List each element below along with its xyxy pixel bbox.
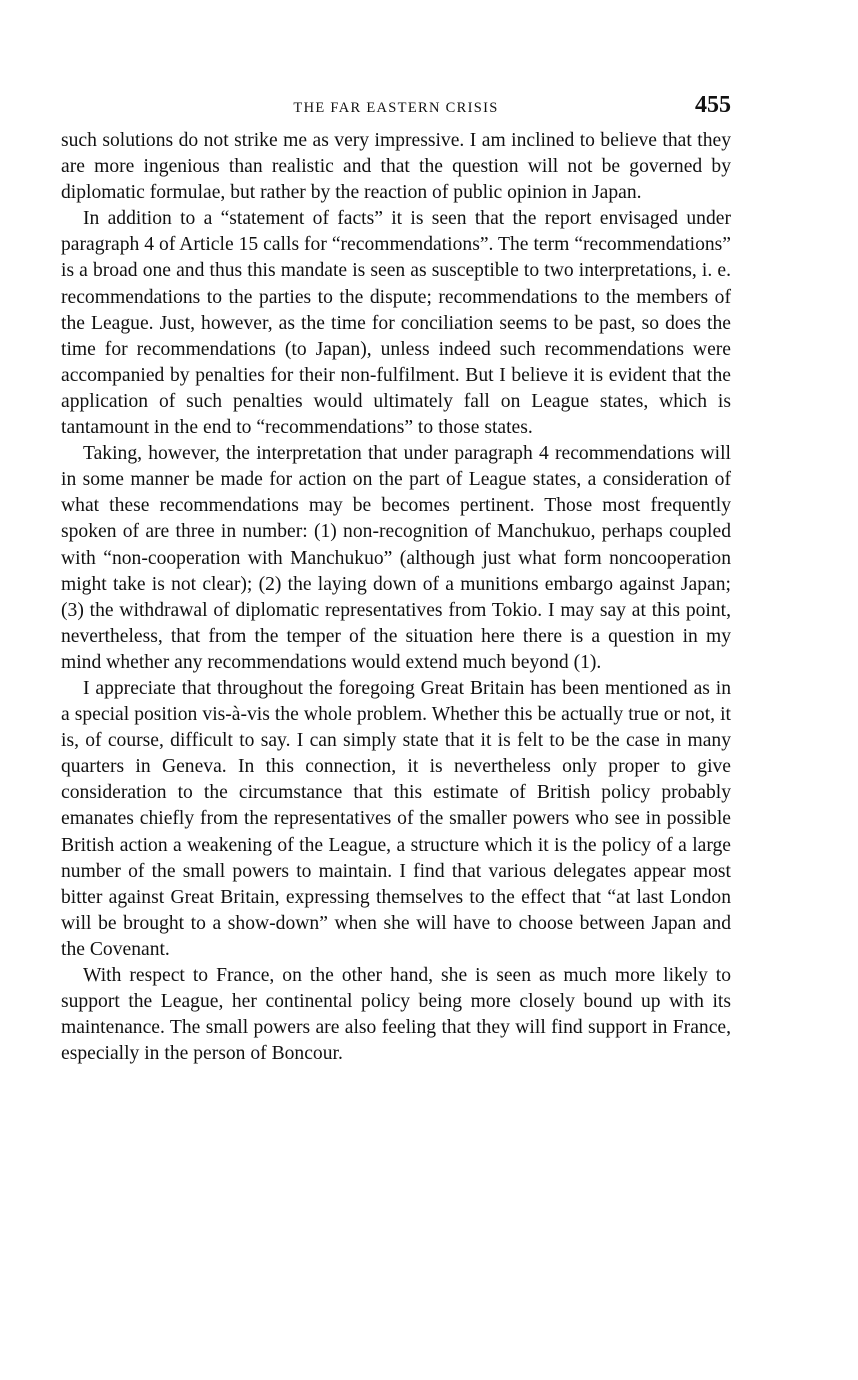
paragraph-interpretation: Taking, however, the interpretation that under paragraph 4 recommendations will in some manner be made for action on the part of League states, a consideration of what these recommendations may be becomes pertinent. Those most frequently spoken of are three in number: (1) non-recognition of Manchukuo, perhaps coupled with “non-cooperation with Manchukuo” (although just what form noncooperation might take is not clear); (2) the laying down of a munitions embargo against Japan; (3) the withdrawal of diplomatic representatives from Tokio. I may say at this point, nevertheless, that from the temper of the situation here there is a question in my mind whether any recommendations would extend much beyond (1).	[61, 443, 731, 673]
running-title: THE FAR EASTERN CRISIS	[293, 100, 499, 116]
paragraph-france: With respect to France, on the other hand, she is seen as much more likely to support the League, her continental policy being more closely bound up with its maintenance. The small powers are also feeling that they will find support in France, especially in the person of Boncour.	[61, 965, 731, 1065]
running-head	[61, 92, 731, 128]
paragraph-continued: such solutions do not strike me as very impressive. I am inclined to believe that they are more ingenious than realistic and that the question will not be governed by diplomatic formulae, but rather by the reaction of public opinion in Japan.	[61, 130, 731, 204]
book-page	[61, 92, 731, 1067]
paragraph-great-britain: I appreciate that throughout the foregoing Great Britain has been mentioned as in a special position vis-à-vis the whole problem. Whether this be actually true or not, it is, of course, difficult to say. I can simply state that it is felt to be the case in many quarters in Geneva. In this connection, it is nevertheless only proper to give consideration to the circumstance that this estimate of British policy probably emanates chiefly from the representatives of the smaller powers who see in possible British action a weakening of the League, a structure which it is the policy of a large number of the small powers to maintain. I find that various delegates appear most bitter against Great Britain, expressing themselves to the effect that “at last London will be brought to a show-down” when she will have to choose between Japan and the Covenant.	[61, 677, 731, 960]
paragraph-recommendations: In addition to a “statement of facts” it is seen that the report envisaged under paragraph 4 of Article 15 calls for “recommendations”. The term “recommendations” is a broad one and thus this mandate is seen as susceptible to two interpretations, i. e. recommendations to the parties to the dispute; recommendations to the members of the League. Just, however, as the time for conciliation seems to be past, so does the time for recommendations (to Japan), unless indeed such recommendations were accompanied by penalties for their non-fulfilment. But I believe it is evident that the application of such penalties would ultimately fall on League states, which is tantamount in the end to “recommendations” to those states.	[61, 208, 731, 439]
body-text	[61, 128, 731, 1067]
page-number: 455	[695, 92, 731, 118]
